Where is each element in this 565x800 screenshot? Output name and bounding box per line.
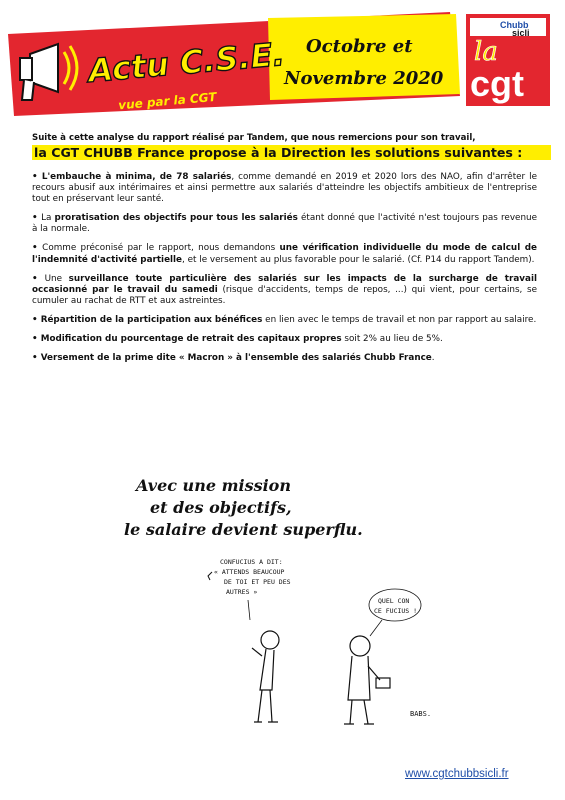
list-item-text: soit 2% au lieu de 5%.	[341, 334, 443, 345]
list-item-text: en lien avec le temps de travail et non par rapport au salaire.	[262, 314, 537, 325]
bullet-dot-icon: •	[32, 334, 41, 345]
list-item-text: , et le versement au plus favorable pour le salarié. (Cf. P14 du rapport Tandem).	[182, 254, 535, 265]
list-item	[32, 315, 537, 326]
bullet-dot-icon: •	[32, 172, 42, 182]
list-item-bold: Répartition de la participation aux bénéfices	[40, 314, 263, 325]
list-item-text: , comme demandé en 2019 et 2020 lors des NAO, afin d'arrêter le recours abusif aux intérimaires et ainsi permettre aux salariés d'atteindre les objectifs ambitieux de l'entreprise tout en préservant leur santé.	[32, 172, 537, 205]
logo-chubb: Chubb	[500, 20, 529, 30]
list-item-pre: Comme préconisé par le rapport, nous demandons	[42, 243, 280, 254]
list-item	[32, 172, 537, 205]
speech-bubble-2	[369, 589, 421, 636]
banner-date-line1: Octobre et	[306, 36, 413, 57]
cartoon-figure-right	[344, 636, 390, 724]
headline-proposal: la CGT CHUBB France propose à la Direction les solutions suivantes :	[32, 145, 551, 160]
cartoon-caption-line3: le salaire devient superflu.	[124, 520, 363, 539]
footer-website-link[interactable]: www.cgtchubbsicli.fr	[405, 768, 509, 780]
list-item-pre: La	[41, 213, 55, 224]
list-item	[32, 334, 537, 345]
bubble1-line2: « ATTENDS BEAUCOUP	[214, 568, 285, 576]
banner-date-line2: Novembre 2020	[284, 68, 444, 89]
cartoon-drawing	[200, 550, 460, 730]
bullet-dot-icon: •	[32, 213, 42, 224]
list-item-bold: surveillance toute particulière des salariés sur les impacts de la surcharge de travail occasionné par le travail du samedi	[32, 273, 537, 295]
bubble1-line3: DE TOI ET PEU DES	[224, 578, 291, 586]
cartoon-figure-left	[252, 631, 279, 722]
header-banner	[0, 4, 565, 119]
speech-bubble-1	[208, 558, 291, 620]
banner-title: Actu C.S.E.	[86, 34, 286, 90]
bullet-dot-icon: •	[32, 273, 45, 284]
list-item-bold: L'embauche à minima, de 78 salariés	[41, 172, 232, 182]
logo-cgt: cgt	[470, 63, 524, 104]
list-item-text: étant donné que l'activité n'est toujours pas revenue à la normale.	[32, 213, 538, 235]
list-item-text: .	[431, 353, 435, 364]
list-item	[32, 274, 537, 307]
list-item-bold: Versement de la prime dite « Macron » à l'ensemble des salariés Chubb France	[40, 353, 432, 364]
bubble1-line1: CONFUCIUS A DIT:	[220, 558, 283, 566]
cartoon-signature: BABS.	[410, 710, 432, 718]
proposals-list	[32, 172, 537, 372]
banner-subtitle: vue par la CGT	[117, 89, 218, 113]
list-item	[32, 353, 537, 364]
list-item-bold: proratisation des objectifs pour tous les salariés	[54, 213, 298, 224]
cartoon-caption-line2: et des objectifs,	[150, 498, 292, 517]
intro-text: Suite à cette analyse du rapport réalisé par Tandem, que nous remercions pour son travail,	[32, 133, 476, 143]
list-item-bold: une vérification individuelle du mode de calcul de l'indemnité d'activité partielle	[32, 243, 538, 265]
list-item-bold: Modification du pourcentage de retrait des capitaux propres	[40, 334, 342, 345]
cgt-logo	[466, 14, 550, 106]
list-item-text: (risque d'accidents, temps de repos, ...) qui vient, pour certains, se cumuler au rachat de RTT et aux astreintes.	[32, 284, 538, 306]
bullet-dot-icon: •	[32, 314, 41, 325]
list-item	[32, 213, 537, 235]
bullet-dot-icon: •	[32, 353, 41, 364]
list-item-pre: Une	[44, 273, 69, 284]
bubble2-line2: CE FUCIUS !	[374, 607, 418, 615]
bubble1-line4: AUTRES »	[226, 588, 258, 596]
logo-sicli: sicli	[512, 28, 530, 38]
logo-la: la	[474, 37, 498, 67]
list-item	[32, 243, 537, 265]
bullet-dot-icon: •	[32, 243, 43, 254]
bubble2-line1: QUEL CON	[378, 597, 410, 605]
cartoon-caption-line1: Avec une mission	[136, 476, 291, 495]
